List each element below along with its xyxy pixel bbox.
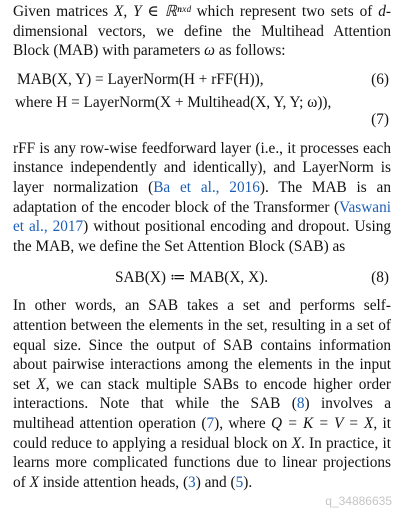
math-inline: X bbox=[36, 375, 46, 393]
math-inline: ω bbox=[204, 42, 215, 60]
math-inline: Q = K = V = X bbox=[271, 414, 374, 432]
equation-ref-link[interactable]: 7 bbox=[206, 414, 215, 432]
math-inline: X, Y ∈ ℝⁿˣᵈ bbox=[114, 3, 191, 20]
equation-body: MAB(X, Y) = LayerNorm(H + rFF(H)), bbox=[17, 70, 264, 88]
equation-body: SAB(X) ≔ MAB(X, X). bbox=[115, 269, 269, 287]
text: ). The MAB is an adaptation of the encoder block of the Transformer ( bbox=[13, 178, 391, 216]
equation-7 bbox=[13, 93, 391, 113]
text: , we can stack multiple SABs to encode higher order interactions. Note that while the SAB ( bbox=[13, 375, 391, 413]
text: ) involves a multihead attention operation ( bbox=[13, 395, 391, 432]
equation-number: (8) bbox=[371, 269, 389, 287]
equation-body: where H = LayerNorm(X + Multihead(X, Y, Y; ω)), bbox=[15, 93, 332, 111]
equation-7-number-row bbox=[13, 110, 391, 131]
equation-ref-link[interactable]: 8 bbox=[296, 395, 305, 413]
paragraph-sab-discussion bbox=[13, 296, 391, 492]
equation-ref-link[interactable]: 3 bbox=[188, 473, 196, 491]
text: inside attention heads, ( bbox=[38, 473, 189, 491]
text: Given matrices bbox=[13, 3, 115, 20]
text: In other words, an SAB takes a set and performs self-attention between the elements in the set, resulting in a set of equal size. Since the output of SAB contains information about pairwise interactions among the elements in the input set bbox=[13, 297, 391, 393]
equation-number: (6) bbox=[371, 70, 389, 88]
text: ) and ( bbox=[195, 473, 236, 491]
text: as follows: bbox=[214, 42, 286, 60]
text: ). bbox=[243, 473, 253, 491]
text: which represent two sets of bbox=[190, 3, 379, 20]
equation-number: (7) bbox=[371, 110, 389, 128]
equation-ref-link[interactable]: 5 bbox=[235, 473, 244, 491]
text: -dimensional vectors, we define the Multihead Attention Block (MAB) with parameters bbox=[13, 3, 391, 60]
equation-8 bbox=[13, 268, 391, 288]
math-inline: d bbox=[378, 3, 386, 20]
text: , it could reduce to applying a residual block on bbox=[13, 414, 392, 452]
text: . In practice, it learns more complicated functions due to linear projections of bbox=[13, 434, 392, 491]
text: ), where bbox=[214, 414, 271, 432]
watermark-text: q_34886635 bbox=[325, 494, 392, 508]
paragraph-sab-definition bbox=[13, 139, 391, 257]
paragraph-mab-intro bbox=[13, 2, 391, 61]
math-inline: X bbox=[29, 473, 39, 491]
math-inline: X bbox=[291, 434, 301, 452]
paper-excerpt bbox=[13, 0, 391, 492]
citation-link[interactable]: Ba et al., 2016 bbox=[153, 178, 260, 196]
text: rFF is any row-wise feedforward layer (i.e., it processes each instance independently and identically), and LayerNorm is layer normalization ( bbox=[13, 139, 391, 196]
text: ) without positional encoding and dropout. Using the MAB, we define the Set Attention Block (SAB) as bbox=[13, 218, 391, 255]
equation-6 bbox=[13, 70, 391, 90]
citation-link[interactable]: Vaswani et al., 2017 bbox=[13, 198, 391, 236]
